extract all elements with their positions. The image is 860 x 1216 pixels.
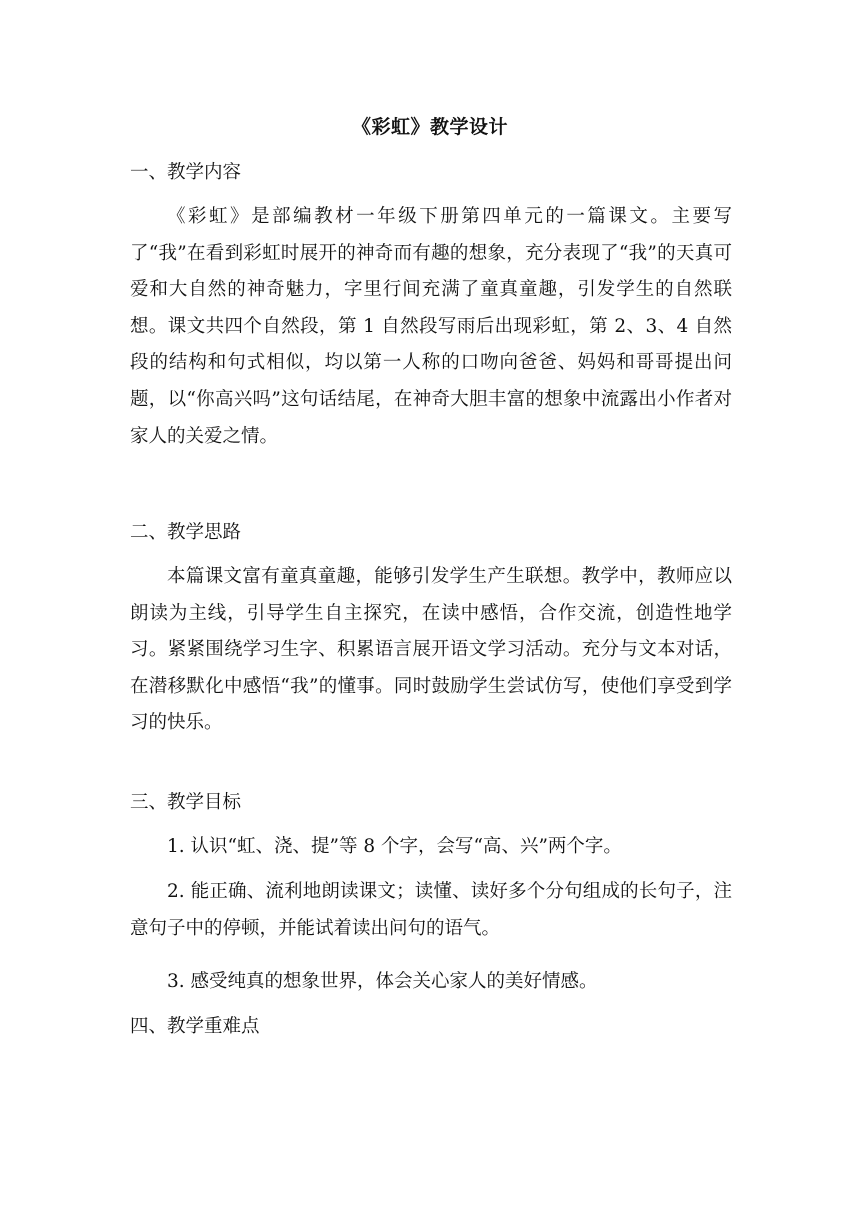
section-paragraph-approach <box>130 559 732 742</box>
objective-item-3: 3. 感受纯真的想象世界，体会关心家人的美好情感。 <box>167 971 598 992</box>
objective-item-2: 2. 能正确、流利地朗读课文；读懂、读好多个分句组成的长句子，注意句子中的停顿，并能试着读出问句的语气。 <box>130 881 732 939</box>
section-heading-content: 一、教学内容 <box>130 162 242 183</box>
section-heading-key-points: 四、教学重难点 <box>130 1016 260 1037</box>
objective-item-1: 1. 认识“虹、浇、提”等 8 个字，会写“高、兴”两个字。 <box>167 836 622 857</box>
section-heading-objectives: 三、教学目标 <box>130 792 242 813</box>
document-title: 《彩虹》教学设计 <box>351 116 508 138</box>
section-paragraph-content <box>130 199 732 455</box>
paragraph-text: 本篇课文富有童真童趣，能够引发学生产生联想。教学中，教师应以朗读为主线，引导学生自主探究，在读中感悟，合作交流，创造性地学习。紧紧围绕学习生字、积累语言展开语文学习活动。充分与文本对话，在潜移默化中感悟“我”的懂事。同时鼓励学生尝试仿写，使他们享受到学习的快乐。 <box>130 566 732 734</box>
paragraph-text: 《彩虹》是部编教材一年级下册第四单元的一篇课文。主要写了“我”在看到彩虹时展开的神奇而有趣的想象，充分表现了“我”的天真可爱和大自然的神奇魅力，字里行间充满了童真童趣，引发学生的自然联想。课文共四个自然段，第 1 自然段写雨后出现彩虹，第 2、3、4 自然段的结构和句式相似，均以第一人称的口吻向爸爸、妈妈和哥哥提出问题，以“你高兴吗”这句话结尾，在神奇大胆丰富的想象中流露出小作者对家人的关爱之情。 <box>130 206 732 447</box>
section-heading-approach: 二、教学思路 <box>130 522 242 543</box>
